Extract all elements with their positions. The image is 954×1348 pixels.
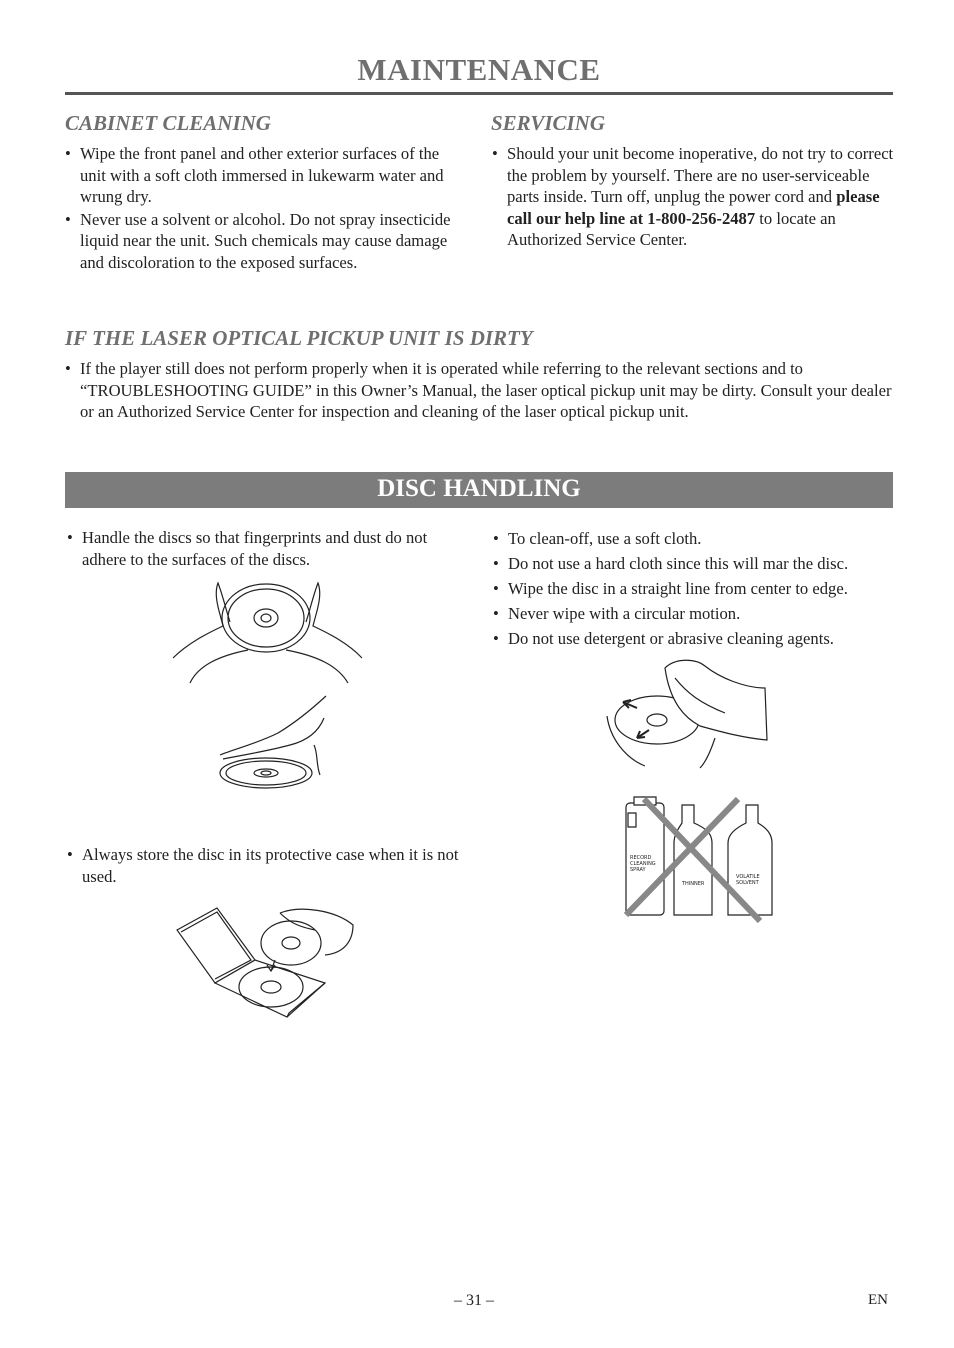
spray-label-line1: RECORD (630, 855, 652, 861)
laser-pickup-list (64, 358, 894, 424)
disc-case-illustration (175, 905, 355, 1020)
cabinet-cleaning-list (64, 143, 464, 275)
disc-cleaning-item: • Do not use a hard cloth since this will mar the disc. (492, 552, 902, 576)
cabinet-cleaning-heading: CABINET CLEANING (65, 111, 271, 135)
disc-handling-banner (65, 472, 893, 508)
disc-handling-item: • Handle the discs so that fingerprints and dust do not adhere to the surfaces of the discs. (66, 527, 458, 570)
page-title: MAINTENANCE (357, 52, 601, 87)
disc-handling-left-list (66, 527, 458, 571)
wiping-disc-illustration (605, 658, 770, 770)
solvent-label-line2: SOLVENT (736, 880, 759, 886)
servicing-heading: SERVICING (491, 111, 606, 135)
disc-cleaning-item: • To clean-off, use a soft cloth. (492, 527, 902, 551)
disc-cleaning-item: • Do not use detergent or abrasive cleaning agents. (492, 627, 902, 651)
laser-pickup-heading: IF THE LASER OPTICAL PICKUP UNIT IS DIRTY (65, 326, 533, 350)
prohibited-cleaners-illustration (620, 795, 780, 925)
spray-label-line3: SPRAY (630, 867, 646, 873)
page-number: – 31 – (454, 1292, 494, 1309)
disc-cleaning-item: • Wipe the disc in a straight line from center to edge. (492, 577, 902, 601)
disc-cleaning-item: • Never wipe with a circular motion. (492, 602, 902, 626)
hands-holding-disc-illustration (168, 578, 368, 688)
servicing-list (491, 143, 895, 252)
laser-pickup-item: • If the player still does not perform properly when it is operated while referring to the relevant sections and to “TROUBLESHOOTING GUIDE” in this Owner’s Manual, the laser optical pickup unit may be dirty. Consult your dealer or an Authorized Service Center for inspection and cleaning of the laser optical pickup unit. (64, 358, 894, 423)
disc-storage-item: • Always store the disc in its protective case when it is not used. (66, 844, 466, 887)
disc-storage-list (66, 844, 466, 888)
disc-cleaning-list (492, 527, 902, 652)
servicing-item: • Should your unit become inoperative, do not try to correct the problem by yourself. There are no user-serviceable parts inside. Turn off, unplug the power cord and please call our help line at 1-800-256-2487 to locate an Authorized Service Center. (491, 143, 895, 251)
solvent-label-line1: VOLATILE (736, 874, 760, 880)
thinner-label: THINNER (682, 881, 705, 887)
language-code: EN (868, 1292, 888, 1308)
cabinet-cleaning-item: • Never use a solvent or alcohol. Do not spray insecticide liquid near the unit. Such chemicals may cause damage and discoloration to the exposed surfaces. (64, 209, 464, 274)
help-line-text: please call our help line at 1-800-256-2487 (507, 187, 880, 228)
cabinet-cleaning-item: • Wipe the front panel and other exterior surfaces of the unit with a soft cloth immersed in lukewarm water and wrung dry. (64, 143, 464, 208)
hand-holding-disc-edge-illustration (218, 693, 333, 793)
title-divider (65, 92, 893, 95)
spray-label-line2: CLEANING (630, 861, 656, 867)
disc-handling-heading: DISC HANDLING (377, 475, 581, 502)
